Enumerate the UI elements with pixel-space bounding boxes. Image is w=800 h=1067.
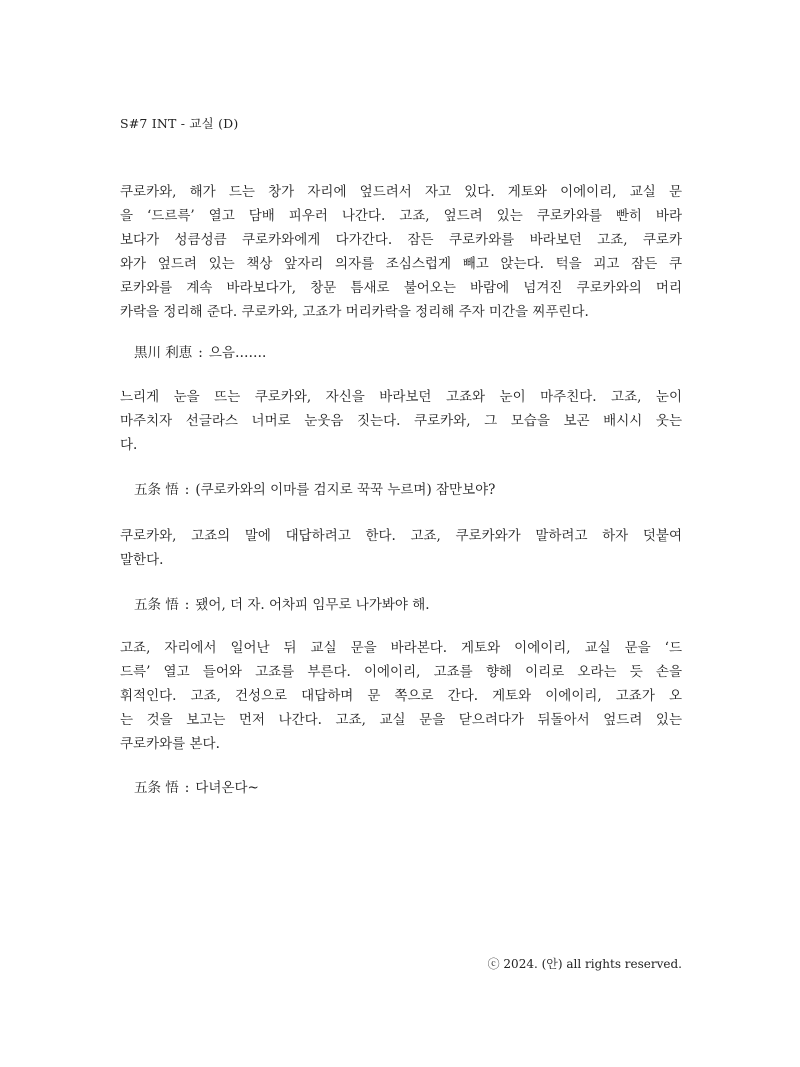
dialogue-text: 다녀온다~ [195,780,259,796]
scene-heading: S#7 INT - 교실 (D) [120,116,239,131]
dialogue-text: 으음……. [208,345,267,361]
action-paragraph [120,385,682,457]
action-line: 쿠로카와를 본다. [120,736,220,752]
action-line: 와가 엎드려 있는 책상 앞자리 의자를 조심스럽게 빼고 앉는다. 턱을 괴고 잠든 쿠 [120,256,682,272]
action-line: 드륵’ 열고 들어와 고죠를 부른다. 이에이리, 고죠를 향해 이리로 오라는 듯 손을 [120,664,682,680]
action-line: 보다가 성큼성큼 쿠로카와에게 다가간다. 잠든 쿠로카와를 바라보던 고죠, 쿠로카 [120,232,682,248]
action-paragraph [120,636,682,756]
speaker-name: 五条 悟 [134,780,179,796]
action-line: 로카와를 계속 바라보다가, 창문 틈새로 불어오는 바람에 넘겨진 쿠로카와의 머리 [120,280,682,296]
action-line: 휘적인다. 고죠, 건성으로 대답하며 문 쪽으로 간다. 게토와 이에이리, 고죠가 오 [120,688,682,704]
action-line: 카락을 정리해 준다. 쿠로카와, 고죠가 머리카락을 정리해 주자 미간을 찌푸린다. [120,304,589,320]
copyright-footer: ⓒ 2024. (안) all rights reserved. [487,957,682,971]
action-line: 고죠, 자리에서 일어난 뒤 교실 문을 바라본다. 게토와 이에이리, 교실 문을 ‘드 [120,640,682,656]
dialogue-text: 됐어, 더 자. 어차피 임무로 나가봐야 해. [195,597,430,613]
speaker-separator: : [184,482,190,498]
speaker-name: 黒川 利恵 [134,345,193,361]
action-line: 을 ‘드르륵’ 열고 담배 피우러 나간다. 고죠, 엎드려 있는 쿠로카와를 빤히 바라 [120,208,682,224]
action-line: 쿠로카와, 해가 드는 창가 자리에 엎드려서 자고 있다. 게토와 이에이리, 교실 문 [120,184,682,200]
dialogue-text: (쿠로카와의 이마를 검지로 꾹꾹 누르며) 잠만보야? [195,482,496,498]
speaker-separator: : [184,780,190,796]
dialogue-line [120,593,696,617]
action-line: 느리게 눈을 뜨는 쿠로카와, 자신을 바라보던 고죠와 눈이 마주친다. 고죠, 눈이 [120,389,682,405]
action-line: 쿠로카와, 고죠의 말에 대답하려고 한다. 고죠, 쿠로카와가 말하려고 하자 덧붙여 [120,528,682,544]
dialogue-line [120,776,696,800]
action-line: 는 것을 보고는 먼저 나간다. 고죠, 교실 문을 닫으려다가 뒤돌아서 엎드려 있는 [120,712,682,728]
action-line: 마주치자 선글라스 너머로 눈웃음 짓는다. 쿠로카와, 그 모습을 보곤 배시시 웃는 [120,413,682,429]
action-line: 말한다. [120,552,164,568]
speaker-name: 五条 悟 [134,597,179,613]
dialogue-line [120,341,696,365]
speaker-name: 五条 悟 [134,482,179,498]
dialogue-line [120,478,696,502]
action-paragraph [120,180,682,324]
speaker-separator: : [198,345,203,361]
action-paragraph [120,524,682,572]
action-line: 다. [120,437,138,453]
speaker-separator: : [184,597,190,613]
